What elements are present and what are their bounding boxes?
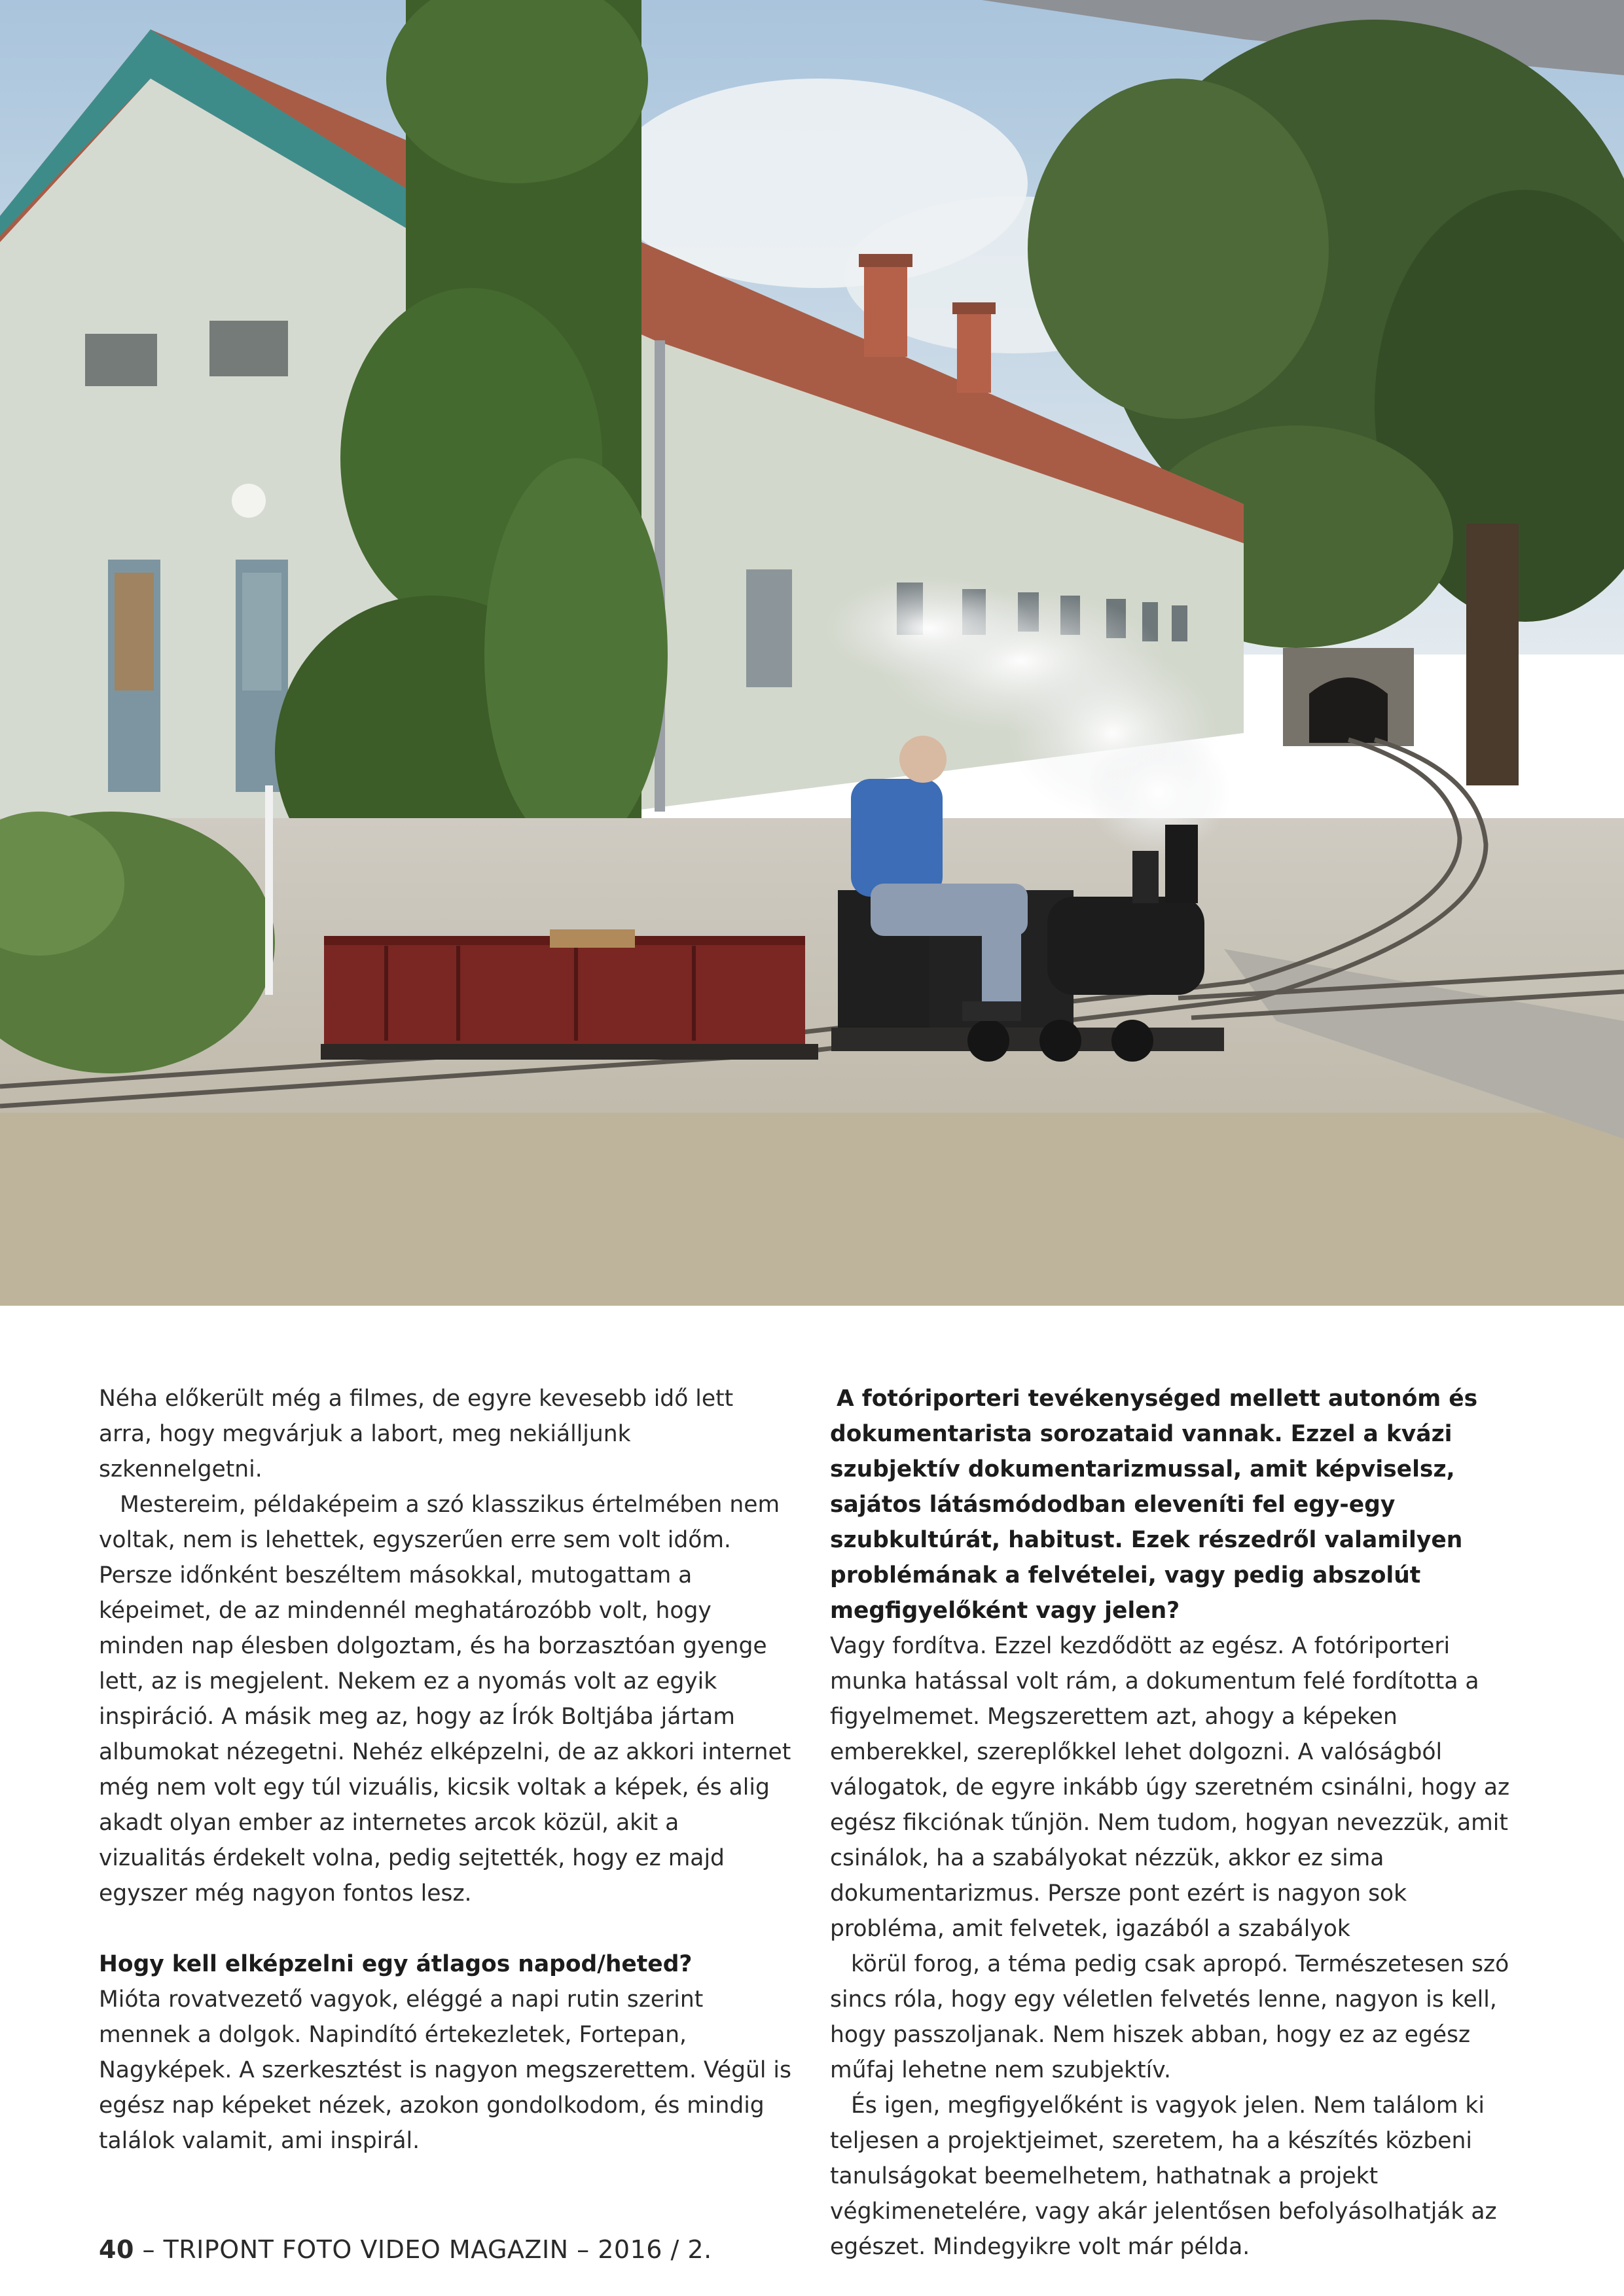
paragraph: Vagy fordítva. Ezzel kezdődött az egész. A fotóriporteri munka hatással volt rám, a dokumentum felé fordította a figyelmemet. Megszerettem azt, ahogy a képeken emberekkel, szereplőkkel lehet dolgozni. A valóságból válogatok, de egyre inkább úgy szeretném csinálni, hogy az egész fikciónak tűnjön. Nem tudom, hogyan nevezzük, amit csinálok, ha a szabályokat nézzük, akkor ez sima dokumentarizmus. Persze pont ezért is nagyon sok probléma, amit felvetek, igazából a szabályok [830,1633,1510,1942]
paragraph: körül forog, a téma pedig csak apropó. Természetesen szó sincs róla, hogy egy véletlen felvetés lenne, nagyon is kell, hogy passzoljanak. Nem hiszek abban, hogy ez az egész műfaj lehetne nem szubjektív. [830,1951,1509,2083]
wagon [321,929,818,1060]
paragraph: Mióta rovatvezető vagyok, eléggé a napi rutin szerint mennek a dolgok. Napindító értekezletek, Fortepan, Nagyképek. A szerkesztést is nagyon megszerettem. Végül is egész nap képeket nézek, azokon gondolkodom, és mindig találok valamit, ami inspirál. [99,1986,791,2154]
paragraph: Mestereim, példaképeim a szó klasszikus értelmében nem voltak, nem is lehettek, egyszerűen erre sem volt időm. Persze időnként beszéltem másokkal, mutogattam a képeimet, de az mindennél meghatározóbb volt, hogy minden nap élesben dolgoztam, és ha borzasztóan gyenge lett, az is megjelent. Nekem ez a nyomás volt az egyik inspiráció. A másik meg az, hogy az Írók Boltjába jártam albumokat nézegetni. Nehéz elképzelni, de az akkori internet még nem volt egy túl vizuális, kicsik voltak a képek, és alig akadt olyan ember az internetes arcok közül, akit a vizualitás érdekelt volna, pedig sejtették, hogy ez majd egyszer még nagyon fontos lesz. [99,1492,791,1907]
paragraph: Néha előkerült még a filmes, de egyre kevesebb idő lett arra, hogy megvárjuk a labort, meg nekiálljunk szkennelgetni. [99,1386,734,1482]
interview-question: Hogy kell elképzelni egy átlagos napod/heted? [99,1951,693,1977]
interview-question: A fotóriporteri tevékenységed mellett autonóm és dokumentarista sorozataid vannak. Ezzel a kvázi szubjektív dokumentarizmussal, amit képviselsz, sajátos látásmódodban eleveníti fel egy-egy szubkultúrát, habitust. Ezek részedről valamilyen problémának a felvételei, vagy pedig abszolút megfigyelőként vagy jelen? [830,1386,1478,1624]
page-number: 40 [99,2235,134,2264]
page-footer [99,2233,712,2266]
text-column-left [99,1381,793,2159]
publication-name: – TRIPONT FOTO VIDEO MAGAZIN – 2016 / 2. [142,2235,712,2264]
text-column-right [830,1381,1524,2265]
spacer [99,1911,793,1946]
paragraph: És igen, megfigyelőként is vagyok jelen. Nem találom ki teljesen a projektjeimet, szeretem, ha a készítés közbeni tanulságokat beemelhetem, hathatnak a projekt végkimenetelére, vagy akár jelentősen befolyásolhatják az egészet. Mindegyikre volt már példa. [830,2092,1497,2260]
